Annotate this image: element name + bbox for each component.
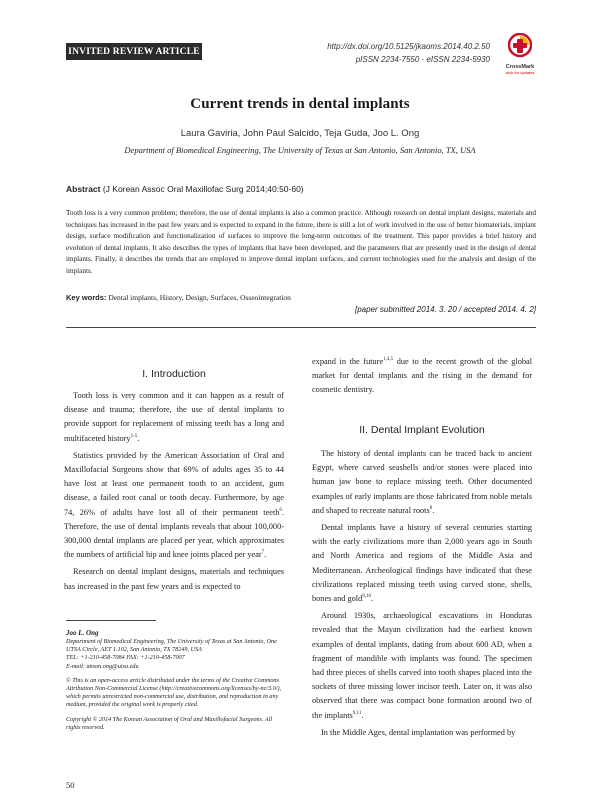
crossmark-sublabel: click for updates <box>505 70 535 75</box>
intro-paragraph-3: Research on dental implant designs, materials and techniques has increased in the past few years and is expected to <box>64 567 284 591</box>
evolution-paragraph-1: The history of dental implants can be traced back to ancient Egypt, where carved seashells and/or stones were placed into human jaw bone to replace missing teeth. Other documented examples of early implants are those fabricated from noble metals and shaped to recreate natural roots$^8$. <box>312 449 532 515</box>
page-number: 50 <box>66 780 75 790</box>
submission-dates: [paper submitted 2014. 3. 20 / accepted 2014. 4. 2] <box>354 305 536 314</box>
citation-ref[interactable]: 8 <box>429 506 433 512</box>
corresponding-author-address: Department of Biomedical Engineering, The University of Texas at San Antonio, One UTSA Circle, AET 1.102, San Antonio, TX 78249, USA <box>66 638 277 654</box>
citation-ref[interactable]: 6 <box>279 507 282 513</box>
corresponding-author-name: Joo L. Ong <box>66 629 99 637</box>
abstract-citation: (J Korean Assoc Oral Maxillofac Surg 2014;40:50-60) <box>100 184 304 194</box>
right-column <box>312 355 532 398</box>
corresponding-author-email[interactable]: E-mail: anson.ong@utsa.edu <box>66 662 139 670</box>
intro-paragraph-1: Tooth loss is very common and it can happen as a result of disease and trauma; therefore, the use of dental implants to provide support for replacement of missing teeth has a long and multifaceted history$^{1-5}$. <box>64 391 284 443</box>
crossmark-icon <box>508 33 532 59</box>
abstract-label: Abstract <box>66 184 101 194</box>
article-type-badge: INVITED REVIEW ARTICLE <box>66 43 202 60</box>
corresponding-author-contact: TEL: +1-210-458-7084 FAX: +1-210-458-7007 <box>66 654 185 662</box>
doi-link[interactable]: http://dx.doi.org/10.5125/jkaoms.2014.40.2.50 <box>327 42 490 51</box>
evolution-paragraph-4: In the Middle Ages, dental implantation was performed by <box>321 727 516 737</box>
article-meta <box>327 40 490 66</box>
right-column-evolution <box>312 447 532 740</box>
author-affiliation: Department of Biomedical Engineering, The University of Texas at San Antonio, San Antonio, TX, USA <box>124 145 476 155</box>
intro-paragraph-3-continued: expand in the future$^{1,4,5}$ due to the recent growth of the global market for dental implants and the rising in the demand for cosmetic dentistry. <box>312 357 532 395</box>
issn-text: pISSN 2234-7550 · eISSN 2234-5930 <box>355 55 490 64</box>
evolution-paragraph-3: Around 1930s, archaeological excavations in Honduras revealed that the Mayan civilization had the earliest known examples of dental implants, dating from about 600 AD, when a fragment of mandible with implants was found. The specimen had three pieces of shells carved into tooth shapes placed into the sockets of three missing lower incisor teeth. Later on, it was also observed that there was compact bone formation around two of the implants$^{9,11}$. <box>312 611 532 720</box>
crossmark-label: CrossMark <box>505 64 535 70</box>
keywords-label: Key words: <box>66 293 107 302</box>
keywords-list: Dental implants, History, Design, Surfaces, Osseointegration <box>106 293 291 302</box>
citation-ref[interactable]: 1,4,5 <box>383 357 394 363</box>
keywords <box>66 293 536 302</box>
copyright-notice: Copyright © 2014 The Korean Association of Oral and Maxillofacial Surgeons. All rights reserved. <box>66 715 273 731</box>
license-notice: © This is an open-access article distributed under the terms of the Creative Commons Attribution Non-Commercial License (http://creativecommons.org/licenses/by-nc/3.0/), which permits unrestricted non-commercial use, distribution, and reproduction in any medium, provided the original work is properly cited. <box>66 676 282 709</box>
abstract-heading <box>66 184 304 194</box>
section-heading-evolution: II. Dental Implant Evolution <box>359 424 485 436</box>
footnote-divider <box>66 620 156 621</box>
corresponding-author-footnote <box>66 628 284 732</box>
evolution-paragraph-2: Dental implants have a history of several centuries starting with the early civilizations more than 2,000 years ago in South and North America and regions of the Middle Asia and Mediterranean. Archeological findings have indicated that these civilizations replaced missing teeth using carved stone, shells, bones and gold$^{9,10}$. <box>312 523 532 604</box>
article-authors: Laura Gaviria, John Paul Salcido, Teja Guda, Joo L. Ong <box>180 128 420 139</box>
crossmark-badge[interactable] <box>503 33 537 75</box>
citation-ref[interactable]: 1-5 <box>130 433 138 439</box>
intro-paragraph-2: Statistics provided by the American Association of Oral and Maxillofacial Surgeons show that 69% of adults ages 35 to 44 have lost at least one permanent tooth to an accident, gum disease, a failed root canal or tooth decay. Furthermore, by age 74, 26% of adults have lost all of their permanent teeth$^6$. Therefore, the use of dental implants reveals that about 100,000-300,000 dental implants are placed per year, which approximates the numbers of artificial hip and knee joints placed per year$^7$. <box>64 450 284 560</box>
citation-ref[interactable]: 9,10 <box>362 594 371 600</box>
abstract-divider <box>66 327 536 328</box>
citation-ref[interactable]: 9,11 <box>352 710 362 716</box>
section-heading-introduction: I. Introduction <box>142 368 206 380</box>
article-title: Current trends in dental implants <box>190 96 410 112</box>
abstract-text: Tooth loss is a very common problem; therefore, the use of dental implants is also a common practice. Although research on dental implant designs, materials and techniques has increased in the past few years and is expected to expand in the future, there is still a lot of work involved in the use of better biomaterials, implant design, surface modification and functionalization of surfaces to improve the long-term outcomes of the treatment. This paper provides a brief history and evolution of dental implants. It also describes the types of implants that have been developed, and the parameters that are presently used in the design of dental implants. Finally, it describes the trends that are employed to improve dental implant surfaces, and current technologies used for the analysis and design of the implants. <box>66 209 536 275</box>
citation-ref[interactable]: 7 <box>261 550 265 556</box>
left-column <box>64 389 284 594</box>
